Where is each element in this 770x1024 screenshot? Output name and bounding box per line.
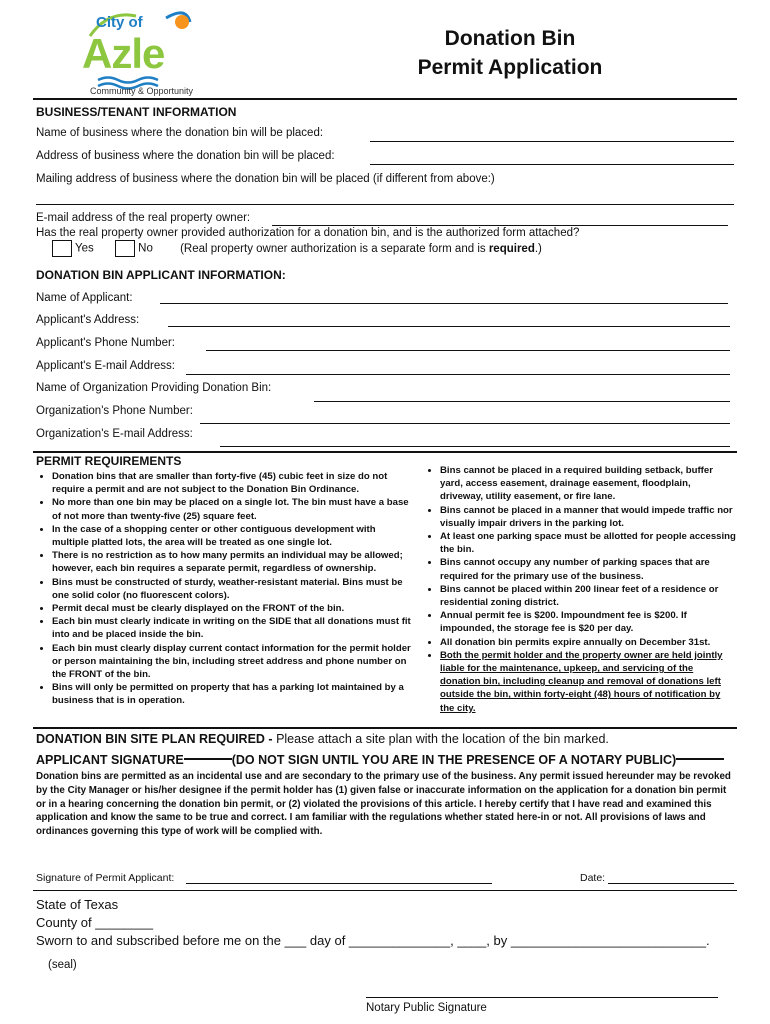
applicant-email-field[interactable] [186, 374, 730, 375]
permit-left-column [36, 470, 412, 708]
mailing-address-label: Mailing address of business where the donation bin will be placed (if different from above:) [36, 173, 495, 185]
permit-right-column [424, 464, 736, 715]
list-item: • At least one parking space must be allotted for people accessing the bin. [440, 530, 736, 556]
business-address-label: Address of business where the donation bin will be placed: [36, 150, 335, 162]
applicant-address-field[interactable] [168, 326, 730, 327]
authorization-question: Has the real property owner provided authorization for a donation bin, and is the authorized form attached? [36, 227, 580, 239]
list-item: • Bins must be constructed of sturdy, weather-resistant material. Bins must be one solid color (no fluorescent colors). [52, 576, 412, 602]
logo-name: Azle [82, 30, 165, 77]
yes-label: Yes [75, 242, 94, 255]
list-item: • Bins cannot be placed within 200 linear feet of a residence or residential zoning district. [440, 583, 736, 609]
logo-tagline: Community & Opportunity [90, 86, 194, 96]
list-item: • Bins cannot occupy any number of parking spaces that are required for the primary use of the business. [440, 556, 736, 582]
title-line-2: Permit Application [417, 56, 603, 79]
yes-checkbox[interactable] [52, 240, 72, 257]
permit-left-list [36, 470, 412, 708]
signature-notice: (DO NOT SIGN UNTIL YOU ARE IN THE PRESENCE OF A NOTARY PUBLIC) [231, 753, 677, 767]
organization-email-field[interactable] [220, 446, 730, 447]
owner-email-field[interactable] [272, 225, 728, 226]
notary-sworn: Sworn to and subscribed before me on the ___ day of ______________, ____, by ___________________________. [36, 933, 710, 948]
authorization-note [180, 243, 542, 255]
applicant-address-label: Applicant's Address: [36, 314, 140, 326]
signature-label: Signature of Permit Applicant: [36, 872, 175, 884]
notary-seal: (seal) [48, 959, 77, 971]
page-title [380, 24, 640, 82]
signature-field[interactable] [186, 883, 492, 884]
city-logo [78, 8, 238, 98]
notary-block [36, 896, 710, 950]
list-item: • All donation bin permits expire annually on December 31st. [440, 636, 736, 649]
section-rule [33, 890, 737, 891]
applicant-phone-field[interactable] [206, 350, 730, 351]
signature-paragraph: Donation bins are permitted as an incidental use and are secondary to the primary use of the business. Any permit issued hereunder may be revoked by the City Manager or his/her designee if the permit holder has (1) given false or inaccurate information on the application for a donation bin permit or in a hearing concerning the donation bin permit, or (2) violated the provisions of this article. I hereby certify that I have read and examined this application and know the same to be true and correct. I am familiar with the regulations whether stated here-in or not. All provisions of laws and ordinances governing this type of work will be complied with. [36, 771, 731, 838]
business-name-label: Name of business where the donation bin will be placed: [36, 127, 324, 139]
notary-signature-label: Notary Public Signature [366, 1002, 487, 1014]
organization-name-label: Name of Organization Providing Donation Bin: [36, 382, 272, 394]
applicant-heading: DONATION BIN APPLICANT INFORMATION: [36, 268, 286, 282]
list-item: • Donation bins that are smaller than forty-five (45) cubic feet in size do not require a permit and are not subject to the Donation Bin Ordinance. [52, 470, 412, 496]
no-checkbox[interactable] [115, 240, 135, 257]
mailing-address-field[interactable] [36, 204, 734, 205]
date-label: Date: [580, 872, 606, 884]
logo-top-text: City of [96, 14, 143, 31]
business-name-field[interactable] [370, 141, 734, 142]
list-item: • There is no restriction as to how many permits an individual may be allowed; however, each bin requires a separate permit, regardless of ownership. [52, 549, 412, 575]
business-address-field[interactable] [370, 164, 734, 165]
heading-dash [676, 758, 724, 760]
site-plan-line [36, 732, 609, 746]
auth-note-b: .) [534, 242, 542, 255]
site-plan-text: Please attach a site plan with the location of the bin marked. [276, 732, 609, 746]
applicant-phone-label: Applicant's Phone Number: [36, 337, 175, 349]
list-item: • In the case of a shopping center or other contiguous development with multiple platted lots, the area will be treated as one single lot. [52, 523, 412, 549]
date-field[interactable] [608, 883, 734, 884]
no-label: No [138, 242, 153, 255]
organization-email-label: Organization's E-mail Address: [36, 428, 193, 440]
notary-state: State of Texas [36, 897, 119, 912]
owner-email-label: E-mail address of the real property owner: [36, 212, 251, 224]
list-item: • Bins cannot be placed in a required building setback, buffer yard, access easement, drainage easement, floodplain, driveway, utility easement, or fire lane. [440, 464, 736, 504]
list-item: • Each bin must clearly display current contact information for the permit holder or person maintaining the bin, including street address and phone number on the FRONT of the bin. [52, 642, 412, 682]
permit-heading: PERMIT REQUIREMENTS [36, 454, 182, 468]
list-item: • Each bin must clearly indicate in writing on the SIDE that all donations must fit into and be placed inside the bin. [52, 615, 412, 641]
signature-heading-line [36, 753, 724, 767]
header-rule [33, 98, 737, 100]
list-item: • Both the permit holder and the property owner are held jointly liable for the maintenance, upkeep, and servicing of the donation bin, including cleanup and removal of donations left outside the bin, within forty-eight (48) hours of notification by the city. [440, 649, 736, 715]
site-plan-heading: DONATION BIN SITE PLAN REQUIRED - [36, 732, 277, 746]
section-rule [33, 451, 737, 453]
auth-note-required: required [488, 242, 535, 255]
list-item: • No more than one bin may be placed on a single lot. The bin must have a base of not more than twenty-five (25) square feet. [52, 496, 412, 522]
notary-county: County of ________ [36, 915, 154, 930]
notary-signature-field[interactable] [366, 997, 718, 998]
list-item: • Bins cannot be placed in a manner that would impede traffic nor visually impair drivers in the parking lot. [440, 504, 736, 530]
business-heading: BUSINESS/TENANT INFORMATION [36, 105, 237, 119]
applicant-name-label: Name of Applicant: [36, 292, 133, 304]
permit-right-list [424, 464, 736, 715]
organization-name-field[interactable] [314, 401, 730, 402]
list-item: • Permit decal must be clearly displayed on the FRONT of the bin. [52, 602, 412, 615]
signature-heading: APPLICANT SIGNATURE [36, 753, 184, 767]
organization-phone-field[interactable] [200, 423, 730, 424]
organization-phone-label: Organization's Phone Number: [36, 405, 193, 417]
section-rule [33, 727, 737, 729]
list-item: • Bins will only be permitted on property that has a parking lot maintained by a business that is in operation. [52, 681, 412, 707]
title-line-1: Donation Bin [444, 27, 576, 50]
heading-dash [184, 758, 232, 760]
auth-note-a: (Real property owner authorization is a separate form and is [180, 242, 489, 255]
applicant-name-field[interactable] [160, 303, 728, 304]
list-item: • Annual permit fee is $200. Impoundment fee is $200. If impounded, the storage fee is $20 per day. [440, 609, 736, 635]
authorization-options [52, 240, 542, 257]
applicant-email-label: Applicant's E-mail Address: [36, 360, 175, 372]
